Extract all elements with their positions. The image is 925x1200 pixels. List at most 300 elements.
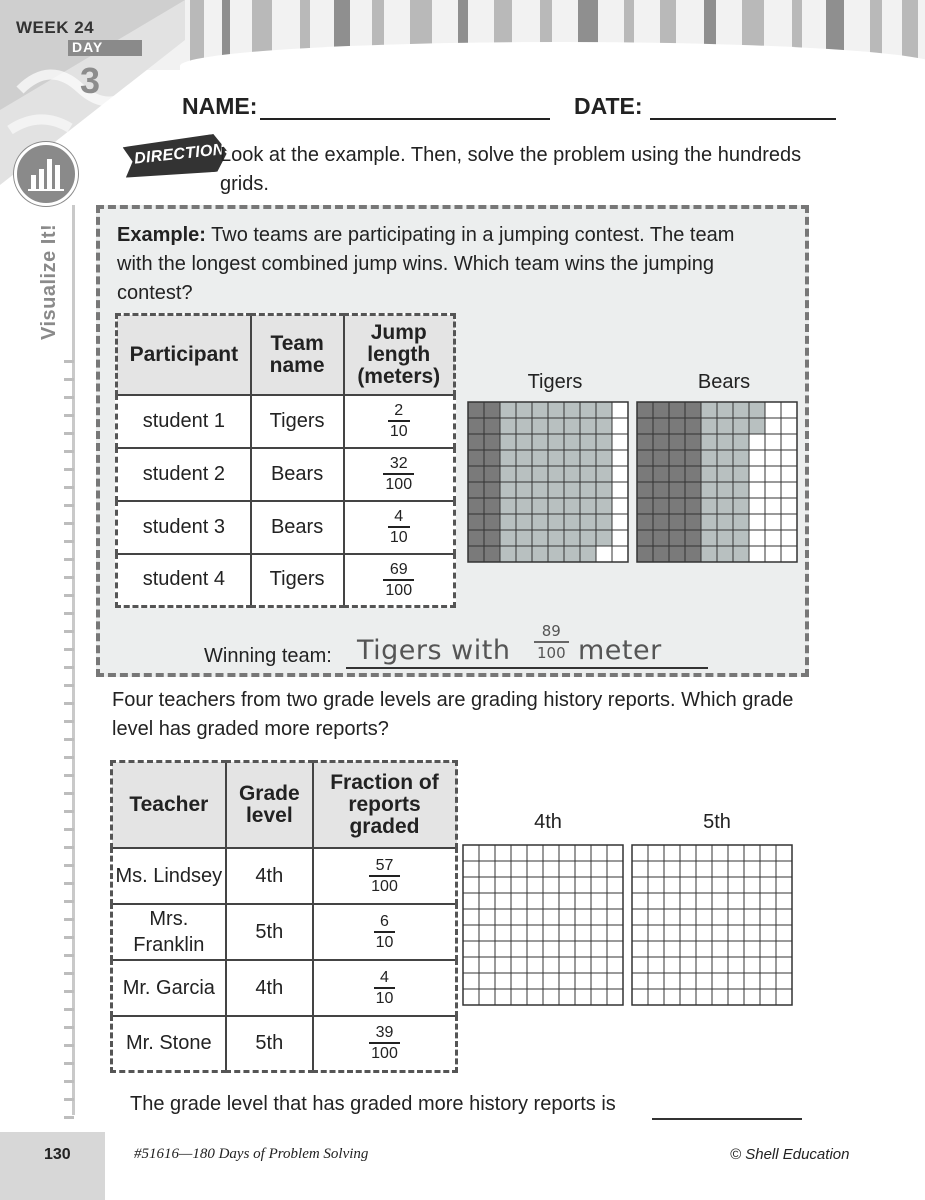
grid-cell [596, 482, 612, 498]
grid-cell[interactable] [712, 845, 728, 861]
grid-cell [564, 546, 580, 562]
grid-cell[interactable] [559, 925, 575, 941]
grid-cell[interactable] [575, 877, 591, 893]
grid-cell[interactable] [559, 861, 575, 877]
grid-cell[interactable] [527, 941, 543, 957]
grid-cell[interactable] [543, 957, 559, 973]
grid-cell[interactable] [543, 925, 559, 941]
grid-cell[interactable] [680, 957, 696, 973]
grid-cell [717, 498, 733, 514]
grid-cell[interactable] [543, 909, 559, 925]
grid-cell [653, 530, 669, 546]
numerator: 32 [383, 455, 414, 475]
directions-text: Look at the example. Then, solve the problem using the hundreds grids. [220, 144, 802, 195]
grid-cell [532, 402, 548, 418]
fraction-cell [313, 904, 457, 960]
grid-cell[interactable] [632, 973, 648, 989]
grid-cell [653, 434, 669, 450]
grid-cell [500, 514, 516, 530]
grid-cell[interactable] [559, 893, 575, 909]
grid-cell[interactable] [744, 957, 760, 973]
grid-cell [717, 402, 733, 418]
denominator: 10 [389, 529, 408, 546]
grid-cell[interactable] [776, 893, 792, 909]
grid-cell[interactable] [760, 877, 776, 893]
grid-cell [685, 514, 701, 530]
name-field[interactable] [260, 118, 550, 120]
grid-cell[interactable] [632, 941, 648, 957]
grid-cell[interactable] [664, 909, 680, 925]
grid-cell[interactable] [543, 989, 559, 1005]
grid-cell[interactable] [728, 925, 744, 941]
grid-cell[interactable] [495, 957, 511, 973]
grid-cell[interactable] [776, 973, 792, 989]
grid-cell[interactable] [527, 989, 543, 1005]
hundreds-grid-5th[interactable] [632, 845, 792, 1005]
grid-cell[interactable] [728, 893, 744, 909]
column-header: Participant [117, 315, 251, 395]
grid-cell[interactable] [760, 845, 776, 861]
grid-cell[interactable] [664, 893, 680, 909]
grid-cell[interactable] [696, 877, 712, 893]
numerator: 4 [374, 969, 396, 989]
grid-cell[interactable] [607, 957, 623, 973]
grid-cell[interactable] [511, 877, 527, 893]
grid-cell[interactable] [607, 845, 623, 861]
grid-cell[interactable] [744, 941, 760, 957]
grid-cell[interactable] [511, 845, 527, 861]
grid-cell[interactable] [527, 973, 543, 989]
grid-cell [685, 418, 701, 434]
grid-cell[interactable] [591, 989, 607, 1005]
grid-cell[interactable] [680, 925, 696, 941]
grid-cell[interactable] [463, 941, 479, 957]
grid-cell[interactable] [511, 973, 527, 989]
grid-cell [733, 418, 749, 434]
grid-cell[interactable] [776, 845, 792, 861]
grid-cell[interactable] [728, 941, 744, 957]
directions-tag: DIRECTIONS: [133, 139, 242, 168]
grade-cell: 4th [226, 848, 313, 904]
grid-cell[interactable] [776, 925, 792, 941]
grid-cell[interactable] [760, 925, 776, 941]
grid-cell [532, 466, 548, 482]
team-cell: Bears [251, 448, 344, 501]
grid-cell[interactable] [559, 877, 575, 893]
grid-cell[interactable] [559, 909, 575, 925]
grid-cell[interactable] [776, 877, 792, 893]
grid-cell [781, 418, 797, 434]
grid-cell[interactable] [607, 973, 623, 989]
date-field[interactable] [650, 118, 836, 120]
grid-cell[interactable] [559, 845, 575, 861]
grid-cell[interactable] [527, 893, 543, 909]
grid-cell[interactable] [680, 989, 696, 1005]
grid-cell[interactable] [543, 941, 559, 957]
grid-cell [685, 450, 701, 466]
grid-cell[interactable] [712, 877, 728, 893]
grid-cell[interactable] [495, 973, 511, 989]
grid-cell[interactable] [607, 877, 623, 893]
grid-cell[interactable] [632, 909, 648, 925]
grid-cell [484, 450, 500, 466]
grid-cell[interactable] [648, 925, 664, 941]
grid-cell[interactable] [495, 925, 511, 941]
grid-cell[interactable] [680, 861, 696, 877]
grid-cell[interactable] [680, 909, 696, 925]
grid-cell[interactable] [744, 861, 760, 877]
grid-cell[interactable] [527, 925, 543, 941]
grid-cell [637, 450, 653, 466]
fraction [383, 455, 414, 493]
grid-cell [500, 546, 516, 562]
numerator: 69 [383, 561, 414, 581]
problem-text: Four teachers from two grade levels are grading history reports. Which grade level has graded more reports? [112, 689, 794, 740]
grid-cell[interactable] [712, 909, 728, 925]
grid-cell[interactable] [728, 909, 744, 925]
grid-cell[interactable] [495, 989, 511, 1005]
grid-cell[interactable] [680, 893, 696, 909]
grid-cell[interactable] [511, 957, 527, 973]
grid-cell[interactable] [559, 941, 575, 957]
grid-cell[interactable] [495, 877, 511, 893]
grid-cell [685, 482, 701, 498]
grid-cell [637, 434, 653, 450]
grid-cell[interactable] [575, 957, 591, 973]
grid-cell[interactable] [680, 845, 696, 861]
grid-cell[interactable] [712, 957, 728, 973]
grid-cell[interactable] [760, 909, 776, 925]
grid-cell[interactable] [680, 877, 696, 893]
grid-cell [781, 450, 797, 466]
grid-cell[interactable] [511, 861, 527, 877]
grid-cell[interactable] [728, 861, 744, 877]
grid-cell[interactable] [744, 893, 760, 909]
grid-cell[interactable] [575, 989, 591, 1005]
grid-cell[interactable] [527, 861, 543, 877]
grid-cell [653, 498, 669, 514]
grid-cell[interactable] [712, 893, 728, 909]
fraction-cell [344, 554, 455, 607]
grid-cell[interactable] [664, 941, 680, 957]
grid-cell[interactable] [664, 989, 680, 1005]
grid-cell [596, 450, 612, 466]
grid-cell[interactable] [511, 941, 527, 957]
grid-cell[interactable] [591, 941, 607, 957]
grid-cell[interactable] [648, 989, 664, 1005]
grid-cell[interactable] [463, 845, 479, 861]
grid-cell[interactable] [575, 845, 591, 861]
grid-cell [532, 482, 548, 498]
grid-cell[interactable] [559, 989, 575, 1005]
grid-cell[interactable] [495, 893, 511, 909]
grid-cell[interactable] [744, 989, 760, 1005]
grid-cell[interactable] [463, 877, 479, 893]
grid-cell[interactable] [664, 845, 680, 861]
grid-cell[interactable] [696, 925, 712, 941]
grid-cell[interactable] [607, 925, 623, 941]
grid-cell[interactable] [696, 909, 712, 925]
grid-cell [781, 466, 797, 482]
grid-cell[interactable] [760, 973, 776, 989]
grid-cell[interactable] [607, 893, 623, 909]
grid-cell [564, 498, 580, 514]
grid-cell[interactable] [712, 989, 728, 1005]
grid-cell[interactable] [463, 957, 479, 973]
grid-cell[interactable] [591, 909, 607, 925]
grid-cell[interactable] [632, 877, 648, 893]
grid-cell[interactable] [664, 973, 680, 989]
grid-cell[interactable] [776, 861, 792, 877]
grid-cell [765, 418, 781, 434]
grid-cell[interactable] [575, 861, 591, 877]
grid-cell[interactable] [527, 957, 543, 973]
grid-cell[interactable] [696, 845, 712, 861]
grid-cell[interactable] [463, 861, 479, 877]
grid-cell[interactable] [463, 989, 479, 1005]
grid-cell[interactable] [495, 845, 511, 861]
grid-cell[interactable] [559, 973, 575, 989]
grid-cell [685, 402, 701, 418]
grid-cell[interactable] [543, 973, 559, 989]
grid-cell[interactable] [543, 845, 559, 861]
grid-cell[interactable] [696, 893, 712, 909]
grid-cell[interactable] [543, 893, 559, 909]
grid-cell[interactable] [591, 845, 607, 861]
grid-cell[interactable] [712, 925, 728, 941]
grid-cell[interactable] [696, 941, 712, 957]
grid-cell[interactable] [479, 861, 495, 877]
grid-cell[interactable] [495, 941, 511, 957]
grid-cell[interactable] [648, 957, 664, 973]
grid-cell [765, 546, 781, 562]
grid-cell[interactable] [728, 957, 744, 973]
grid-cell [765, 498, 781, 514]
grid-cell [596, 402, 612, 418]
grid-cell[interactable] [591, 973, 607, 989]
grid-cell[interactable] [607, 941, 623, 957]
grid-cell[interactable] [664, 925, 680, 941]
participant-cell: student 3 [117, 501, 251, 554]
grid-cell [580, 466, 596, 482]
grid-cell[interactable] [648, 893, 664, 909]
grid-cell [564, 530, 580, 546]
grid-cell [612, 434, 628, 450]
grid-cell[interactable] [712, 973, 728, 989]
grid-cell[interactable] [776, 957, 792, 973]
grid-cell [484, 418, 500, 434]
grid-cell[interactable] [479, 909, 495, 925]
grid-cell[interactable] [607, 989, 623, 1005]
grid-cell[interactable] [776, 909, 792, 925]
grid-cell[interactable] [680, 941, 696, 957]
grid-cell[interactable] [648, 877, 664, 893]
grid-cell[interactable] [696, 957, 712, 973]
grid-cell[interactable] [696, 973, 712, 989]
grid-cell[interactable] [632, 861, 648, 877]
grid-cell[interactable] [479, 893, 495, 909]
grid-label-4th: 4th [534, 811, 562, 833]
grid-cell[interactable] [479, 877, 495, 893]
grid-cell [637, 498, 653, 514]
grid-cell[interactable] [591, 861, 607, 877]
grid-cell[interactable] [696, 989, 712, 1005]
grid-cell[interactable] [632, 925, 648, 941]
grid-cell [781, 402, 797, 418]
grid-cell[interactable] [648, 941, 664, 957]
grid-cell[interactable] [591, 957, 607, 973]
grid-cell [749, 498, 765, 514]
grid-cell [596, 546, 612, 562]
grid-cell[interactable] [696, 861, 712, 877]
grid-cell[interactable] [463, 973, 479, 989]
winning-team-label: Winning team: [204, 645, 332, 667]
grid-cell [468, 514, 484, 530]
grid-cell [484, 514, 500, 530]
table-row [112, 904, 457, 960]
teacher-cell: Mr. Stone [112, 1016, 226, 1072]
grid-cell[interactable] [728, 845, 744, 861]
grid-cell[interactable] [744, 877, 760, 893]
grid-cell[interactable] [664, 957, 680, 973]
grid-cell[interactable] [648, 861, 664, 877]
grid-cell [733, 530, 749, 546]
grid-cell[interactable] [760, 957, 776, 973]
grid-cell[interactable] [511, 989, 527, 1005]
grid-cell[interactable] [648, 973, 664, 989]
grid-cell[interactable] [495, 909, 511, 925]
grid-cell[interactable] [527, 877, 543, 893]
grid-cell [749, 418, 765, 434]
grid-cell[interactable] [664, 877, 680, 893]
grid-cell[interactable] [575, 925, 591, 941]
grid-cell[interactable] [760, 989, 776, 1005]
grid-cell[interactable] [632, 957, 648, 973]
grid-cell[interactable] [479, 925, 495, 941]
grid-cell[interactable] [680, 973, 696, 989]
banner-wave [180, 42, 925, 70]
grid-cell[interactable] [607, 909, 623, 925]
denominator: 100 [371, 1045, 398, 1063]
grid-cell[interactable] [760, 861, 776, 877]
grid-cell[interactable] [776, 989, 792, 1005]
name-date-row [182, 93, 842, 125]
grid-cell [701, 418, 717, 434]
grid-cell[interactable] [527, 909, 543, 925]
grid-cell [749, 450, 765, 466]
grid-label-5th: 5th [703, 811, 731, 833]
grid-cell[interactable] [495, 861, 511, 877]
answer-field[interactable] [652, 1118, 802, 1120]
grid-cell [580, 514, 596, 530]
denominator: 100 [537, 644, 566, 662]
grid-cell[interactable] [776, 941, 792, 957]
grid-cell[interactable] [591, 925, 607, 941]
hundreds-grid-4th[interactable] [463, 845, 623, 1005]
grid-cell [669, 514, 685, 530]
teacher-cell: Mr. Garcia [112, 960, 226, 1016]
grid-cell[interactable] [575, 893, 591, 909]
grid-cell[interactable] [543, 861, 559, 877]
grid-cell[interactable] [479, 957, 495, 973]
grid-cell[interactable] [744, 909, 760, 925]
grid-cell [468, 498, 484, 514]
grid-cell[interactable] [575, 941, 591, 957]
grid-cell[interactable] [712, 941, 728, 957]
grid-cell[interactable] [511, 925, 527, 941]
grid-cell [532, 546, 548, 562]
grid-cell[interactable] [527, 845, 543, 861]
grid-cell[interactable] [728, 989, 744, 1005]
grid-cell[interactable] [559, 957, 575, 973]
table-row [112, 848, 457, 904]
grid-cell[interactable] [511, 893, 527, 909]
grid-cell[interactable] [463, 909, 479, 925]
grid-cell[interactable] [648, 909, 664, 925]
table-row [117, 395, 455, 448]
grid-cell [580, 482, 596, 498]
grid-cell[interactable] [575, 909, 591, 925]
grid-cell[interactable] [744, 845, 760, 861]
handwritten-fraction [534, 623, 569, 661]
grid-cell[interactable] [728, 877, 744, 893]
grid-cell[interactable] [744, 973, 760, 989]
grid-cell [500, 482, 516, 498]
grid-cell[interactable] [760, 941, 776, 957]
grid-cell [717, 434, 733, 450]
grid-cell[interactable] [479, 989, 495, 1005]
grid-cell[interactable] [712, 861, 728, 877]
grid-cell [669, 402, 685, 418]
side-title: Visualize It! [38, 223, 60, 340]
grid-cell[interactable] [632, 845, 648, 861]
grid-cell [669, 466, 685, 482]
fraction [383, 561, 414, 599]
grid-cell[interactable] [591, 877, 607, 893]
grid-cell [516, 530, 532, 546]
grid-cell [733, 402, 749, 418]
grid-cell[interactable] [463, 925, 479, 941]
grid-cell[interactable] [543, 877, 559, 893]
grid-cell[interactable] [479, 941, 495, 957]
grid-cell[interactable] [648, 845, 664, 861]
grid-cell[interactable] [479, 973, 495, 989]
grid-cell [637, 514, 653, 530]
grid-cell [484, 466, 500, 482]
participant-cell: student 2 [117, 448, 251, 501]
answer-prompt: The grade level that has graded more history reports is [130, 1093, 616, 1115]
grid-cell[interactable] [760, 893, 776, 909]
grid-cell [717, 530, 733, 546]
table-header-row [117, 315, 455, 395]
grid-cell[interactable] [744, 925, 760, 941]
grid-cell[interactable] [479, 845, 495, 861]
grid-cell[interactable] [664, 861, 680, 877]
grid-cell[interactable] [463, 893, 479, 909]
grid-cell[interactable] [575, 973, 591, 989]
grid-cell[interactable] [591, 893, 607, 909]
grid-cell [701, 450, 717, 466]
grid-cell [637, 418, 653, 434]
side-rail-ticks [64, 360, 74, 1120]
grid-cell[interactable] [632, 989, 648, 1005]
grid-cell[interactable] [511, 909, 527, 925]
grid-cell [596, 434, 612, 450]
grid-cell[interactable] [632, 893, 648, 909]
grid-cell[interactable] [728, 973, 744, 989]
grid-cell[interactable] [607, 861, 623, 877]
grid-cell [749, 434, 765, 450]
